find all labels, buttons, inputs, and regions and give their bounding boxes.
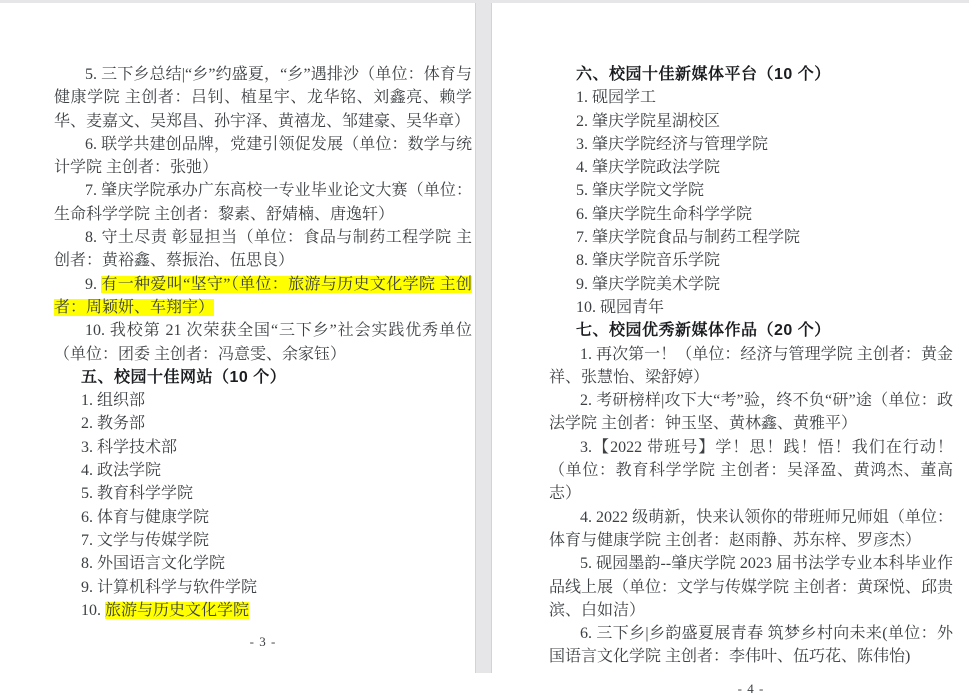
paragraph: [54, 319, 472, 366]
text-segment: 5. 教育科学学院: [81, 485, 194, 503]
page-number-3: - 3 -: [249, 634, 277, 650]
text-segment: 7. 文学与传媒学院: [81, 531, 210, 549]
text-segment: 6. 肇庆学院生命科学学院: [576, 205, 753, 223]
list-item: [54, 506, 472, 529]
text-segment: 6. 体育与健康学院: [81, 508, 210, 526]
page-3-text-column: [54, 63, 472, 653]
list-item: [549, 249, 953, 272]
paragraph: [549, 622, 953, 669]
text-segment: 9. 计算机科学与软件学院: [81, 578, 258, 596]
text-segment: 3. 肇庆学院经济与管理学院: [576, 135, 769, 153]
text-segment: 5. 砚园墨韵--肇庆学院 2023 届书法学专业本科毕业作品线上展（单位：文学与传媒学院 主创者：黄琛悦、邱贵滨、白如洁）: [549, 555, 954, 619]
list-item: [549, 133, 953, 156]
text-segment: 6. 三下乡|乡韵盛夏展青春 筑梦乡村向未来(单位：外国语言文化学院 主创者：李伟叶、伍巧花、陈伟怡): [549, 625, 953, 666]
page-4-text-column: [549, 63, 953, 700]
text-segment: 1. 组织部: [81, 392, 146, 410]
page-4-blocks: [549, 63, 953, 669]
page-gutter: [475, 3, 492, 673]
page-3-blocks: [54, 63, 472, 622]
paragraph: [54, 63, 472, 133]
text-segment: 10. 砚园青年: [576, 298, 665, 316]
highlighted-text: 有一种爱叫“坚守”（单位：旅游与历史文化学院 主创者：周颖妍、车翔宇）: [54, 275, 472, 316]
paragraph: [54, 226, 472, 273]
text-segment: 7. 肇庆学院承办广东高校一专业毕业论文大赛（单位：生命科学学院 主创者：黎素、舒婧楠、唐逸轩）: [54, 182, 472, 223]
highlighted-text: 旅游与历史文化学院: [105, 601, 250, 619]
text-segment: 3. 科学技术部: [81, 438, 178, 456]
text-segment: 9. 肇庆学院美术学院: [576, 275, 721, 293]
list-item: [54, 529, 472, 552]
list-item: [54, 599, 472, 622]
text-segment: 4. 肇庆学院政法学院: [576, 159, 721, 177]
text-segment: 8. 守土尽责 彰显担当（单位：食品与制药工程学院 主创者：黄裕鑫、蔡振治、伍思良）: [54, 229, 472, 270]
text-segment: 9.: [85, 275, 102, 293]
paragraph: [549, 552, 953, 622]
text-segment: 2. 考研榜样|攻下大“考”验，终不负“研”途（单位：政法学院 主创者：钟玉坚、黄林鑫、黄雅平）: [549, 392, 953, 433]
text-segment: 8. 肇庆学院音乐学院: [576, 252, 721, 270]
text-segment: 7. 肇庆学院食品与制药工程学院: [576, 229, 801, 247]
text-segment: 4. 2022 级萌新，快来认领你的带班师兄师姐（单位：体育与健康学院 主创者：赵雨静、苏东梓、罗彦杰）: [549, 508, 953, 549]
list-item: [54, 436, 472, 459]
section-heading: [549, 319, 953, 342]
section-heading: [54, 366, 472, 389]
text-segment: 2. 教务部: [81, 415, 146, 433]
list-item: [549, 203, 953, 226]
text-segment: 10. 我校第 21 次荣获全国“三下乡”社会实践优秀单位（单位：团委 主创者：冯意雯、余家钰）: [54, 322, 472, 363]
list-item: [549, 86, 953, 109]
text-segment: 4. 政法学院: [81, 462, 162, 480]
list-item: [549, 226, 953, 249]
list-item: [549, 110, 953, 133]
paragraph: [549, 506, 953, 553]
list-item: [549, 156, 953, 179]
paragraph: [54, 133, 472, 180]
document-page-3[interactable]: [0, 3, 475, 673]
text-segment: 6. 联学共建创品牌，党建引领促发展（单位：数学与统计学院 主创者：张弛）: [54, 135, 472, 177]
list-item: [54, 412, 472, 435]
text-segment: 1. 砚园学工: [576, 89, 657, 107]
text-segment: 六、校园十佳新媒体平台（10 个）: [576, 66, 831, 83]
paragraph: [549, 343, 953, 390]
text-segment: 5. 肇庆学院文学院: [576, 182, 705, 200]
text-segment: 3.【2022 带班号】学！思！践！悟！我们在行动！（单位：教育科学学院 主创者：吴泽盈、黄鸿杰、董高志）: [549, 438, 953, 503]
section-heading: [549, 63, 953, 86]
text-segment: 5. 三下乡总结|“乡”约盛夏，“乡”遇排沙（单位：体育与健康学院 主创者：吕钊、植星宇、龙华铭、刘鑫亮、赖学华、麦嘉文、吴郑昌、孙宇泽、黄禧龙、邹建豪、吴华章）: [54, 66, 472, 130]
text-segment: 1. 再次第一！（单位：经济与管理学院 主创者：黄金祥、张慧怡、梁舒婷）: [549, 345, 953, 386]
text-segment: 2. 肇庆学院星湖校区: [576, 112, 721, 130]
list-item: [549, 179, 953, 202]
list-item: [549, 273, 953, 296]
list-item: [549, 296, 953, 319]
list-item: [54, 459, 472, 482]
paragraph: [549, 389, 953, 436]
page-number-4: - 4 -: [737, 680, 765, 696]
paragraph: [54, 179, 472, 226]
text-segment: 七、校园优秀新媒体作品（20 个）: [576, 322, 831, 340]
list-item: [54, 482, 472, 505]
text-segment: 10.: [81, 601, 105, 619]
text-segment: 8. 外国语言文化学院: [81, 555, 226, 573]
text-segment: 五、校园十佳网站（10 个）: [81, 368, 287, 386]
list-item: [54, 576, 472, 599]
paragraph: [54, 273, 472, 320]
paragraph: [549, 436, 953, 506]
list-item: [54, 552, 472, 575]
list-item: [54, 389, 472, 412]
document-page-4[interactable]: [492, 3, 969, 696]
